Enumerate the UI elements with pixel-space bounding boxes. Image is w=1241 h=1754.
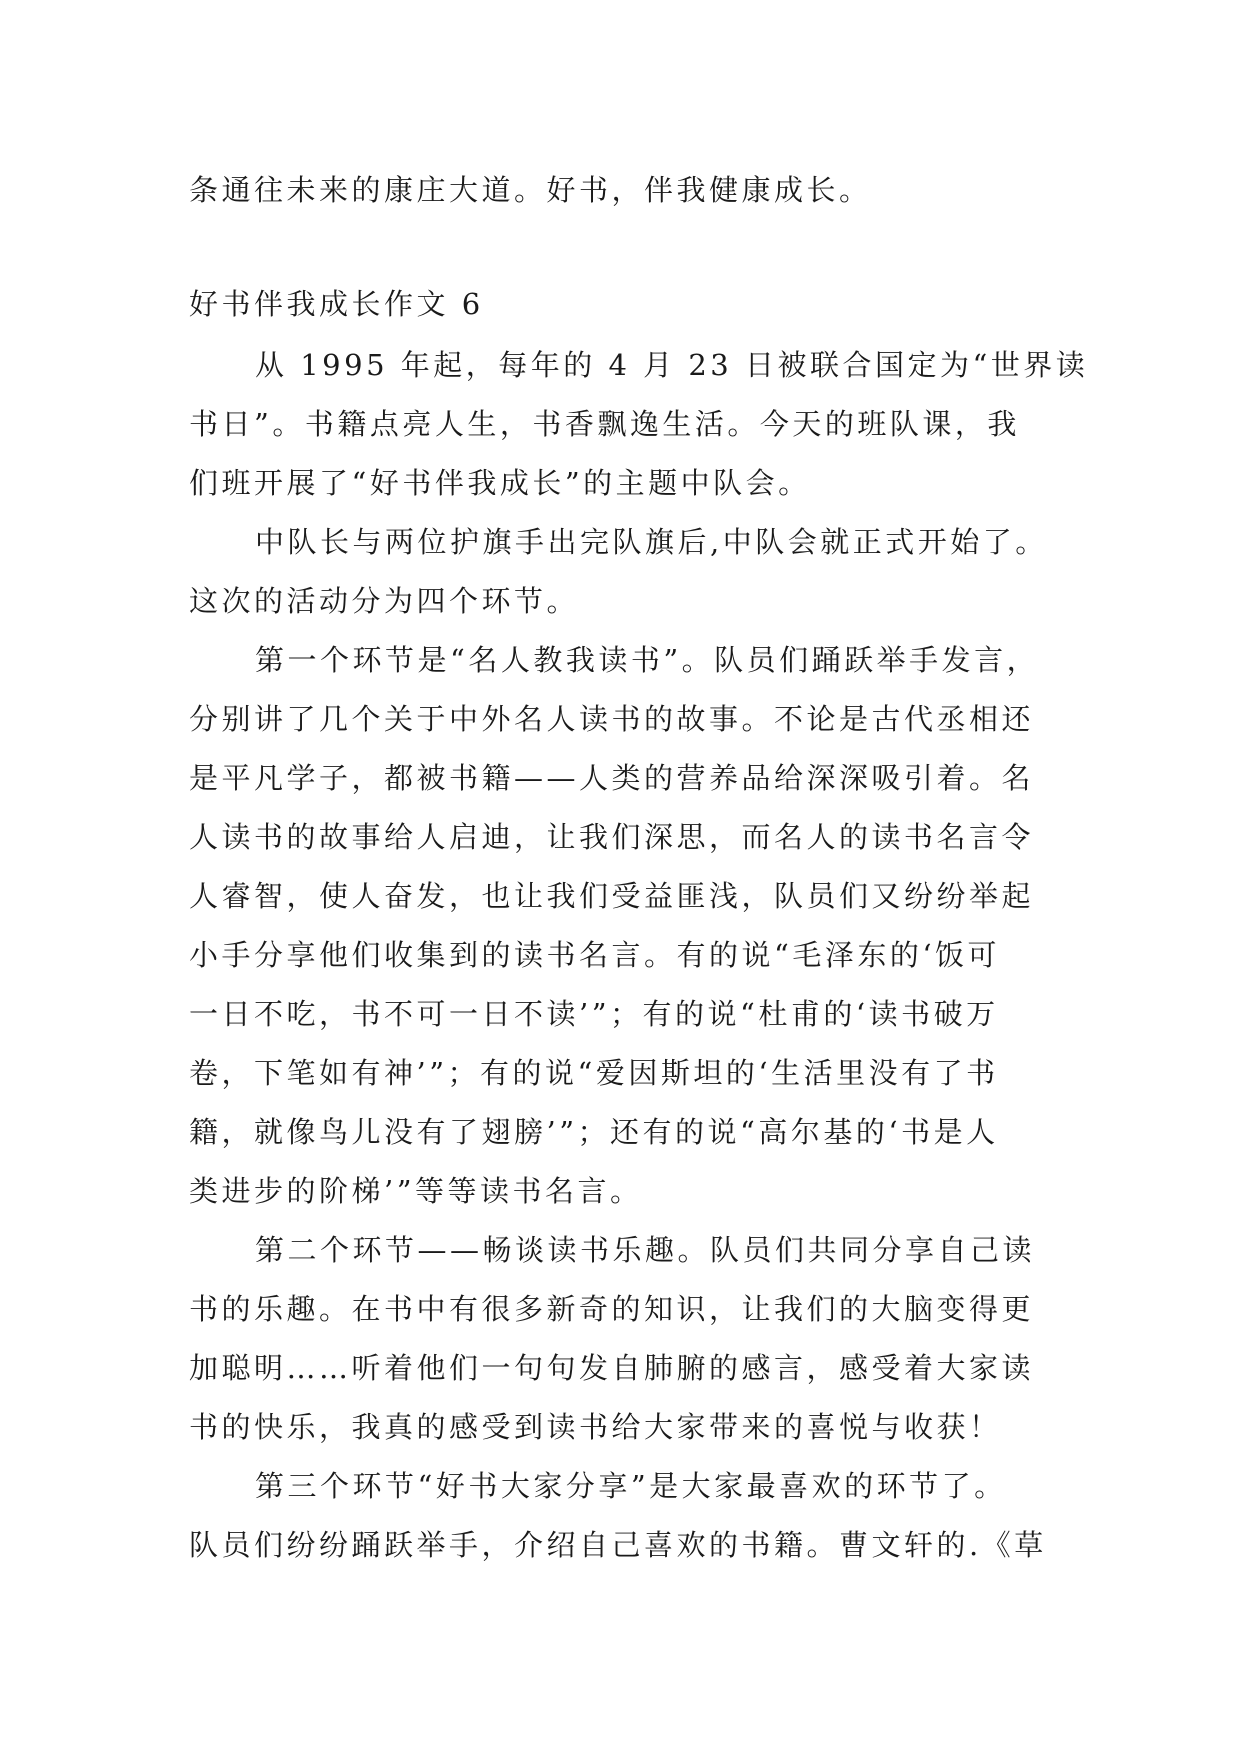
paragraph-line: 第二个环节——畅谈读书乐趣。队员们共同分享自己读 (255, 1233, 1036, 1267)
paragraph-line: 们班开展了“好书伴我成长”的主题中队会。 (189, 466, 811, 500)
paragraph-line: 第一个环节是“名人教我读书”。队员们踊跃举手发言， (255, 643, 1040, 677)
paragraph-line: 从 1995 年起，每年的 4 月 23 日被联合国定为“世界读 (255, 348, 1089, 382)
paragraph-line: 一日不吃，书不可一日不读’”；有的说“杜甫的‘读书破万 (189, 997, 999, 1031)
paragraph-line: 类进步的阶梯’”等等读书名言。 (189, 1174, 643, 1208)
paragraph-line: 书的乐趣。在书中有很多新奇的知识，让我们的大脑变得更 (189, 1292, 1035, 1326)
essay-heading: 好书伴我成长作文 6 (189, 287, 484, 321)
paragraph-line: 籍，就像鸟儿没有了翅膀’”；还有的说“高尔基的‘书是人 (189, 1115, 999, 1149)
previous-essay-ending: 条通往未来的康庄大道。好书，伴我健康成长。 (189, 173, 872, 207)
paragraph-line: 书日”。书籍点亮人生，书香飘逸生活。今天的班队课，我 (189, 407, 1020, 441)
paragraph-line: 是平凡学子，都被书籍——人类的营养品给深深吸引着。名 (189, 761, 1035, 795)
paragraph-line: 小手分享他们收集到的读书名言。有的说“毛泽东的‘饭可 (189, 938, 1001, 972)
paragraph-line: 人睿智，使人奋发，也让我们受益匪浅，队员们又纷纷举起 (189, 879, 1035, 913)
paragraph-line: 队员们纷纷踊跃举手，介绍自己喜欢的书籍。曹文轩的.《草 (189, 1528, 1047, 1562)
paragraph-line: 分别讲了几个关于中外名人读书的故事。不论是古代丞相还 (189, 702, 1035, 736)
paragraph-line: 中队长与两位护旗手出完队旗后,中队会就正式开始了。 (255, 525, 1048, 559)
paragraph-line: 卷，下笔如有神’”；有的说“爱因斯坦的‘生活里没有了书 (189, 1056, 999, 1090)
paragraph-line: 第三个环节“好书大家分享”是大家最喜欢的环节了。 (255, 1469, 1007, 1503)
paragraph-line: 书的快乐，我真的感受到读书给大家带来的喜悦与收获！ (189, 1410, 1002, 1444)
paragraph-line: 人读书的故事给人启迪，让我们深思，而名人的读书名言令 (189, 820, 1035, 854)
paragraph-line: 这次的活动分为四个环节。 (189, 584, 580, 618)
paragraph-line: 加聪明……听着他们一句句发自肺腑的感言，感受着大家读 (189, 1351, 1035, 1385)
